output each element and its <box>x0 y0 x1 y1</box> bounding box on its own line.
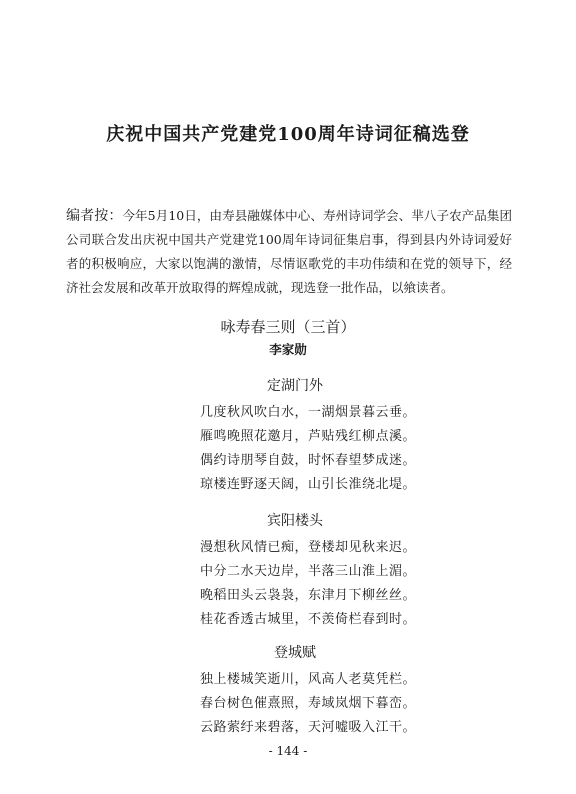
poem-2 <box>200 510 417 632</box>
poem-title: 登城赋 <box>274 645 316 661</box>
poem-line: 中分二水天边岸，半落三山淮上湄。 <box>200 564 417 579</box>
editor-note-text: 今年5月10日，由寿县融媒体中心、寿州诗词学会、芈八子农产品集团公司联合发出庆祝中国共产党建党100周年诗词征集启事，得到县内外诗词爱好者的积极响应，大家以饱满的激情，尽情讴歌党的丰功伟绩和在党的领导下，经济社会发展和改革开放取得的辉煌成就，现选登一批作品，以飨读者。 <box>66 208 512 295</box>
article-title: 庆祝中国共产党建党100周年诗词征稿选登 <box>106 124 470 145</box>
poem-line: 独上楼城笑逝川，风高人老莫凭栏。 <box>200 672 417 687</box>
poem-title: 定湖门外 <box>267 378 323 394</box>
poem-line: 偶约诗朋琴自鼓，时怀春望梦成迷。 <box>200 453 417 468</box>
poem-line: 琼楼连野逐天阔，山引长淮绕北堤。 <box>200 477 417 492</box>
poem-title: 宾阳楼头 <box>267 513 323 529</box>
editor-note-label: 编者按： <box>66 208 123 224</box>
poem-line: 晚稻田头云袅袅，东津月下柳丝丝。 <box>200 588 417 603</box>
poem-line: 云路萦纡来碧落，天河嘘吸入江干。 <box>200 720 417 735</box>
poem-3 <box>200 642 417 740</box>
poem-line: 桂花香透古城里，不羡倚栏春到时。 <box>200 612 417 627</box>
page-number: - 144 - <box>268 744 308 758</box>
poem-line: 春台树色催熹照，寿域岚烟下暮峦。 <box>200 696 417 711</box>
work-title: 咏寿春三则（三首） <box>220 318 356 336</box>
editor-note <box>66 204 512 300</box>
author-name: 李家勋 <box>269 342 307 357</box>
poem-line: 雁鸣晚照花邀月，芦贴残红柳点溪。 <box>200 429 417 444</box>
poem-line: 几度秋风吹白水，一湖烟景暮云垂。 <box>200 405 417 420</box>
poem-1 <box>200 375 417 497</box>
poem-line: 漫想秋风情已痴，登楼却见秋来迟。 <box>200 540 417 555</box>
